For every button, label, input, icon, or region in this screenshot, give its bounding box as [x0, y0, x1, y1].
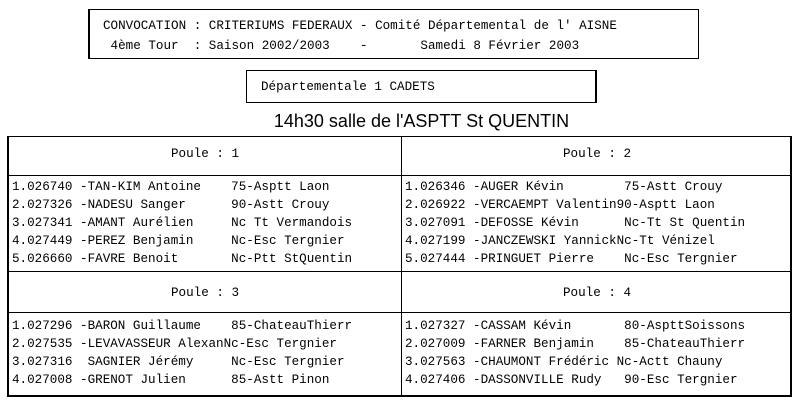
- poule-3-title: Poule : 3: [170, 286, 240, 300]
- poule-2-player: 5.027444 -PRINGUET Pierre Nc-Esc Tergnier: [405, 252, 738, 266]
- poule-2-player: 4.027199 -JANCZEWSKI YannickNc-Tt Vénizel: [405, 234, 715, 248]
- poule-4-player: 3.027563 -CHAUMONT Frédéric Nc-Actt Chauny: [405, 355, 723, 369]
- poule-1-player: 1.026740 -TAN-KIM Antoine 75-Asptt Laon: [12, 180, 330, 194]
- poule-2-player: 3.027091 -DEFOSSE Kévin Nc-Tt St Quentin: [405, 216, 746, 230]
- category-box: [246, 70, 597, 103]
- poule-2-title: Poule : 2: [562, 147, 632, 161]
- poule-4-player: 1.027327 -CASSAM Kévin 80-AspttSoissons: [405, 319, 746, 333]
- convocation-header-box: [88, 9, 699, 59]
- poule-4-player: 4.027406 -DASSONVILLE Rudy 90-Esc Tergnier: [405, 373, 738, 387]
- poule-4-title: Poule : 4: [562, 286, 632, 300]
- convocation-title: CONVOCATION : CRITERIUMS FEDERAUX - Comité Départemental de l' AISNE: [103, 19, 617, 33]
- venue-time-heading: 14h30 salle de l'ASPTT St QUENTIN: [273, 111, 570, 131]
- category-label: Départementale 1 CADETS: [261, 80, 435, 94]
- column-divider: [401, 136, 402, 395]
- poule-1-player: 4.027449 -PEREZ Benjamin Nc-Esc Tergnier: [12, 234, 345, 248]
- poule-2-player: 1.026346 -AUGER Kévin 75-Astt Crouy: [405, 180, 723, 194]
- poule-1-player: 5.026660 -FAVRE Benoit Nc-Ptt StQuentin: [12, 252, 353, 266]
- poule-1-player: 3.027341 -AMANT Aurélien Nc Tt Vermandois: [12, 216, 353, 230]
- round-date-line: 4ème Tour : Saison 2002/2003 - Samedi 8 Février 2003: [103, 39, 580, 53]
- poule-2-player: 2.026922 -VERCAEMPT Valentin90-Asptt Laon: [405, 198, 715, 212]
- poules-grid: [7, 136, 792, 397]
- poule-1-player: 2.027326 -NADESU Sanger 90-Astt Crouy: [12, 198, 330, 212]
- poule-3-player: 2.027535 -LEVAVASSEUR AlexanNc-Esc Tergnier: [12, 337, 337, 351]
- poule-3-player: 3.027316 SAGNIER Jérémy Nc-Esc Tergnier: [12, 355, 345, 369]
- poule-4-player: 2.027009 -FARNER Benjamin 85-ChateauThierr: [405, 337, 746, 351]
- poule-3-player: 1.027296 -BARON Guillaume 85-ChateauThierr: [12, 319, 353, 333]
- poule-3-player: 4.027008 -GRENOT Julien 85-Astt Pinon: [12, 373, 330, 387]
- poule-1-title: Poule : 1: [170, 147, 240, 161]
